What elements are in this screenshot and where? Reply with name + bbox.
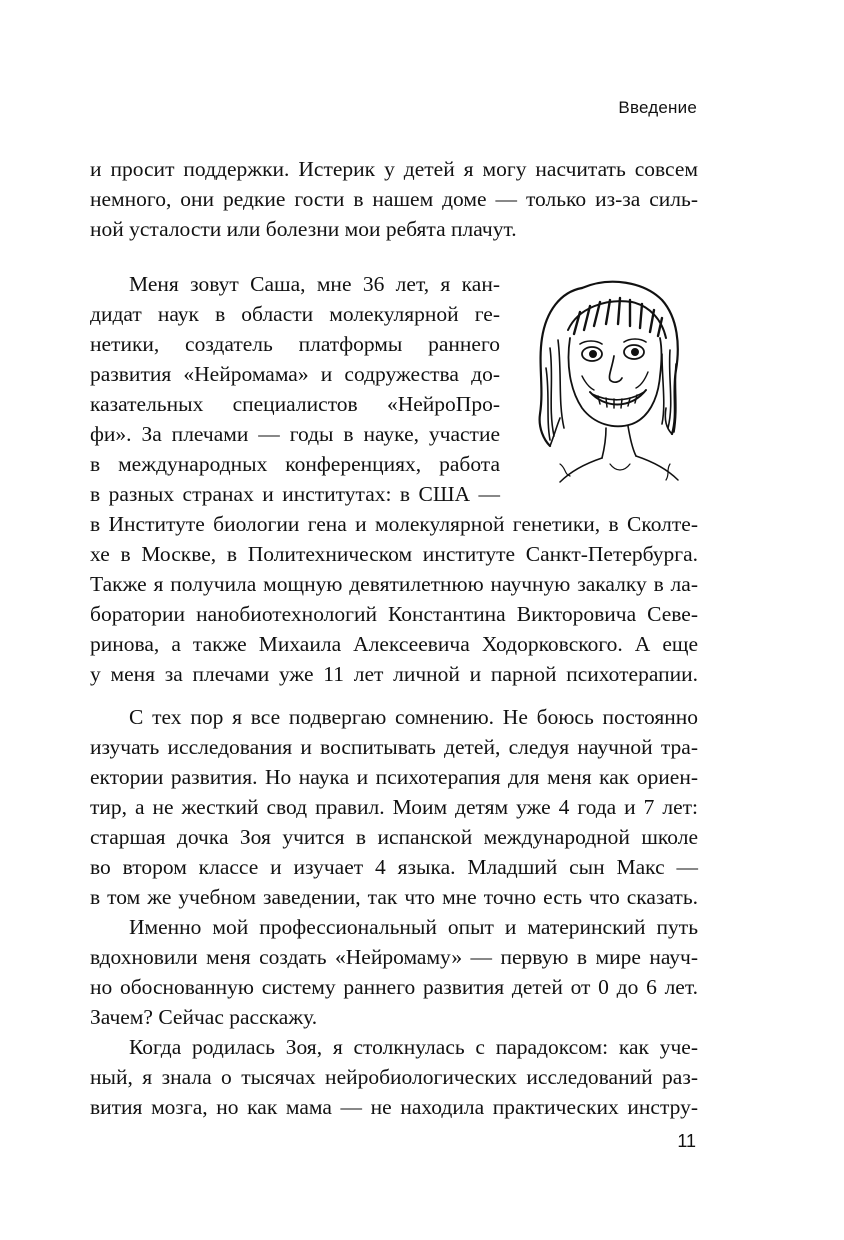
- text-line: Когда родилась Зоя, я столкнулась с парадоксом: как уче-: [129, 1035, 698, 1059]
- text-line: вдохновили меня создать «Нейромаму» — первую в мире науч-: [90, 945, 698, 969]
- text-line: боратории нанобиотехнологий Константина Викторовича Севе-: [90, 602, 698, 626]
- running-header: Введение: [618, 98, 697, 117]
- text-line: хе в Москве, в Политехническом институте Санкт-Петербурга.: [90, 542, 698, 566]
- text-line: фи». За плечами — годы в науке, участие: [90, 422, 500, 446]
- text-line: вития мозга, но как мама — не находила практических инстру-: [90, 1095, 698, 1119]
- text-line: ринова, а также Михаила Алексеевича Ходорковского. А еще: [90, 632, 698, 656]
- text-line: ектории развития. Но наука и психотерапия для меня как ориен-: [90, 765, 698, 789]
- author-portrait-sketch: [520, 268, 700, 488]
- text-line: во втором классе и изучает 4 языка. Младший сын Макс —: [90, 855, 698, 879]
- text-line: нетики, создатель платформы раннего: [90, 332, 500, 356]
- text-line: в международных конференциях, работа: [90, 452, 500, 476]
- text-line: Также я получила мощную девятилетнюю научную закалку в ла-: [90, 572, 698, 596]
- text-line: и просит поддержки. Истерик у детей я могу насчитать совсем: [90, 157, 698, 181]
- text-line: дидат наук в области молекулярной ге-: [90, 302, 500, 326]
- text-line: ной усталости или болезни мои ребята плачут.: [90, 217, 517, 241]
- text-line: но обоснованную систему раннего развития детей от 0 до 6 лет.: [90, 975, 698, 999]
- text-line: С тех пор я все подвергаю сомнению. Не боюсь постоянно: [129, 705, 698, 729]
- text-line: в том же учебном заведении, так что мне точно есть что сказать.: [90, 885, 698, 909]
- text-line: развития «Нейромама» и содружества до-: [90, 362, 500, 386]
- page-number: 11: [677, 1131, 696, 1151]
- text-line: тир, а не жесткий свод правил. Моим детям уже 4 года и 7 лет:: [90, 795, 698, 819]
- text-line: казательных специалистов «НейроПро-: [90, 392, 500, 416]
- text-line: ный, я знала о тысячах нейробиологических исследований раз-: [90, 1065, 698, 1089]
- text-line: Именно мой профессиональный опыт и материнский путь: [129, 915, 698, 939]
- text-line: старшая дочка Зоя учится в испанской международной школе: [90, 825, 698, 849]
- text-line: у меня за плечами уже 11 лет личной и парной психотерапии.: [90, 662, 698, 686]
- text-line: в Институте биологии гена и молекулярной генетики, в Сколте-: [90, 512, 698, 536]
- text-line: Меня зовут Саша, мне 36 лет, я кан-: [129, 272, 500, 296]
- text-line: Зачем? Сейчас расскажу.: [90, 1005, 318, 1029]
- text-line: немного, они редкие гости в нашем доме — только из-за силь-: [90, 187, 698, 211]
- text-line: в разных странах и институтах: в США —: [90, 482, 500, 506]
- text-line: изучать исследования и воспитывать детей, следуя научной тра-: [90, 735, 698, 759]
